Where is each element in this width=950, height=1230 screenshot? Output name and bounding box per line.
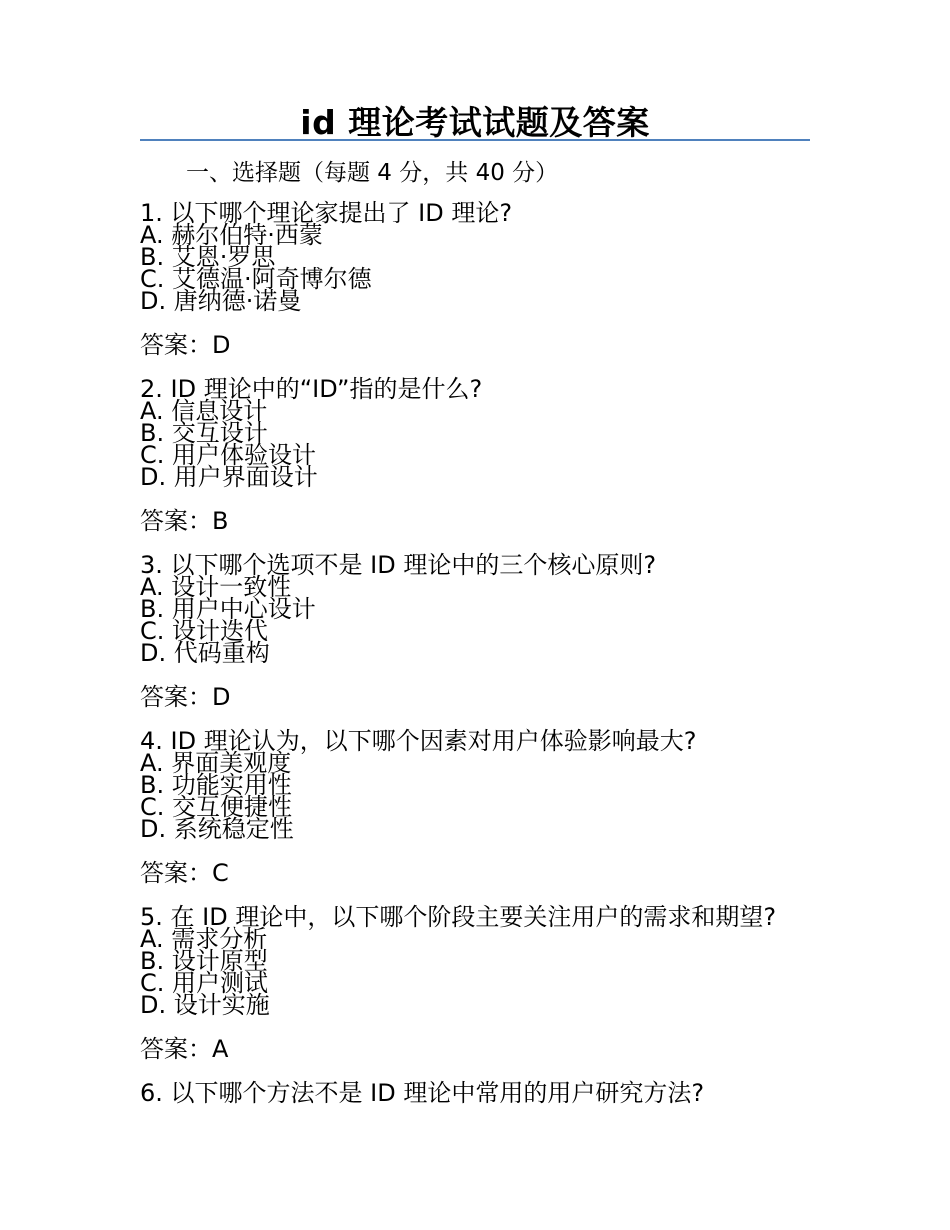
option-a: A. 需求分析 [140,925,268,953]
document-title: id 理论考试试题及答案 [300,103,650,142]
question-text: 1. 以下哪个理论家提出了 ID 理论? [140,199,513,227]
section-heading: 一、选择题（每题 4 分，共 40 分） [186,160,559,186]
question-text: 5. 在 ID 理论中，以下哪个阶段主要关注用户的需求和期望? [140,903,777,931]
option-d: D. 唐纳德·诺曼 [140,287,302,315]
question-list [140,199,860,1107]
option-b: B. 交互设计 [140,419,268,447]
answer-line: 答案：D [140,331,231,359]
question-1 [140,199,860,359]
option-b: B. 设计原型 [140,947,268,975]
option-b: B. 艾恩·罗思 [140,243,276,271]
option-d: D. 用户界面设计 [140,463,318,491]
option-b: B. 功能实用性 [140,771,292,799]
question-6 [140,1079,860,1107]
option-c: C. 交互便捷性 [140,793,293,821]
answer-line: 答案：B [140,507,229,535]
question-2 [140,375,860,535]
question-5 [140,903,860,1063]
question-text: 3. 以下哪个选项不是 ID 理论中的三个核心原则? [140,551,657,579]
question-3 [140,551,860,711]
answer-line: 答案：A [140,1035,229,1063]
option-c: C. 用户测试 [140,969,269,997]
option-a: A. 设计一致性 [140,573,292,601]
option-a: A. 界面美观度 [140,749,292,777]
option-d: D. 系统稳定性 [140,815,294,843]
option-c: C. 用户体验设计 [140,441,317,469]
title-underline [140,139,810,141]
question-text: 2. ID 理论中的“ID”指的是什么? [140,375,483,403]
question-4 [140,727,860,887]
option-a: A. 信息设计 [140,397,268,425]
option-c: C. 设计迭代 [140,617,269,645]
answer-line: 答案：C [140,859,229,887]
option-d: D. 设计实施 [140,991,270,1019]
option-a: A. 赫尔伯特·西蒙 [140,221,323,249]
option-c: C. 艾德温·阿奇博尔德 [140,265,372,293]
option-d: D. 代码重构 [140,639,270,667]
question-text: 6. 以下哪个方法不是 ID 理论中常用的用户研究方法? [140,1079,705,1107]
option-b: B. 用户中心设计 [140,595,316,623]
answer-line: 答案：D [140,683,231,711]
question-text: 4. ID 理论认为，以下哪个因素对用户体验影响最大? [140,727,697,755]
